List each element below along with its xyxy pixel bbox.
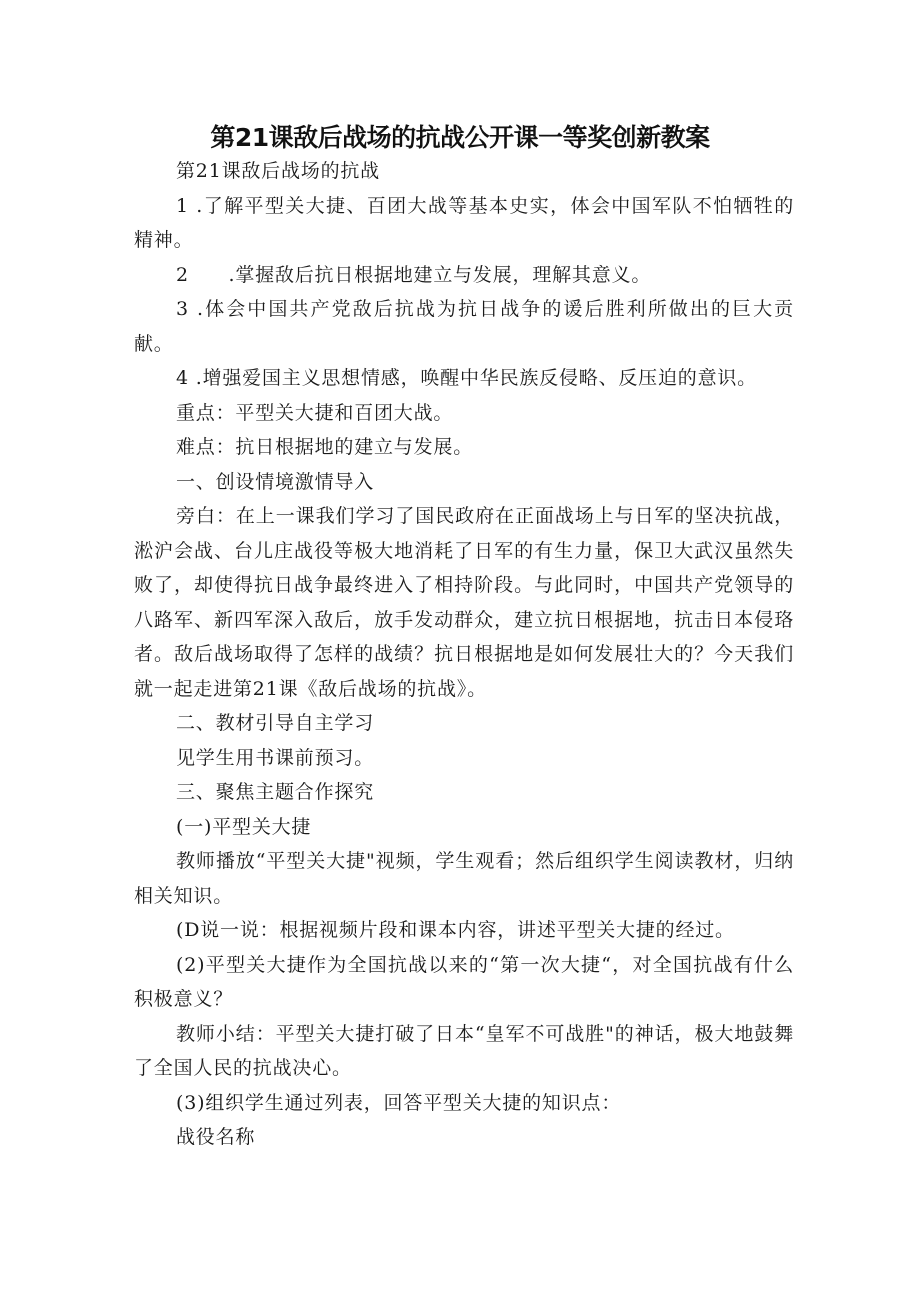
key-point: 重点：平型关大捷和百团大战。 <box>176 401 454 424</box>
objective-4: 4 .增强爱国主义思想情感，唤醒中华民族反侵略、反压迫的意识。 <box>176 367 757 389</box>
subsection-1-heading: (一)平型关大捷 <box>176 815 312 838</box>
section-3-heading: 三、聚焦主题合作探究 <box>176 781 375 803</box>
objective-2: 2 .掌握敌后抗日根据地建立与发展，理解其意义。 <box>176 263 652 286</box>
teacher-activity: 教师播放“平型关大捷"视频，学生观看；然后组织学生阅读教材，归纳相关知识。 <box>134 850 794 907</box>
objective-1: 1 .了解平型关大捷、百团大战等基本史实，体会中国军队不怕牺牲的精神。 <box>134 194 794 251</box>
narration-paragraph: 旁白：在上一课我们学习了国民政府在正面战场上与日军的坚决抗战，淞沪会战、台儿庄战役等极大地消耗了日军的有生力量，保卫大武汉虽然失败了，却使得抗日战争最终进入了相持阶段。与此同时，中国共产党领导的八路军、新四军深入敌后，放手发动群众，建立抗日根据地，抗击日本侵珞者。敌后战场取得了怎样的战绩？抗日根据地是如何发展壮大的？今天我们就一起走进第21课《敌后战场的抗战》。 <box>134 505 794 700</box>
question-1: (D说一说：根据视频片段和课本内容，讲述平型关大捷的经过。 <box>176 919 735 941</box>
question-2: (2)平型关大捷作为全国抗战以来的“第一次大捷“，对全国抗战有什么积极意义？ <box>134 953 794 1010</box>
section-2-heading: 二、教材引导自主学习 <box>176 712 375 734</box>
question-3: (3)组织学生通过列表，回答平型关大捷的知识点： <box>176 1091 622 1114</box>
objective-3: 3 .体会中国共产党敌后抗战为抗日战争的谖后胜利所做出的巨大贡献。 <box>134 298 794 355</box>
teacher-summary: 教师小结：平型关大捷打破了日本“皇军不可战胜"的神话，极大地鼓舞了全国人民的抗战决心。 <box>134 1022 794 1079</box>
preview-note: 见学生用书课前预习。 <box>176 746 375 769</box>
lesson-heading: 第21课敌后战场的抗战 <box>176 160 380 182</box>
document-body <box>134 154 794 1155</box>
table-label: 战役名称 <box>176 1126 256 1148</box>
section-1-heading: 一、创设情境激情导入 <box>176 470 375 493</box>
difficult-point: 难点：抗日根据地的建立与发展。 <box>176 436 474 458</box>
document-title: 第21课敌后战场的抗战公开课一等奖创新教案 <box>210 123 710 152</box>
